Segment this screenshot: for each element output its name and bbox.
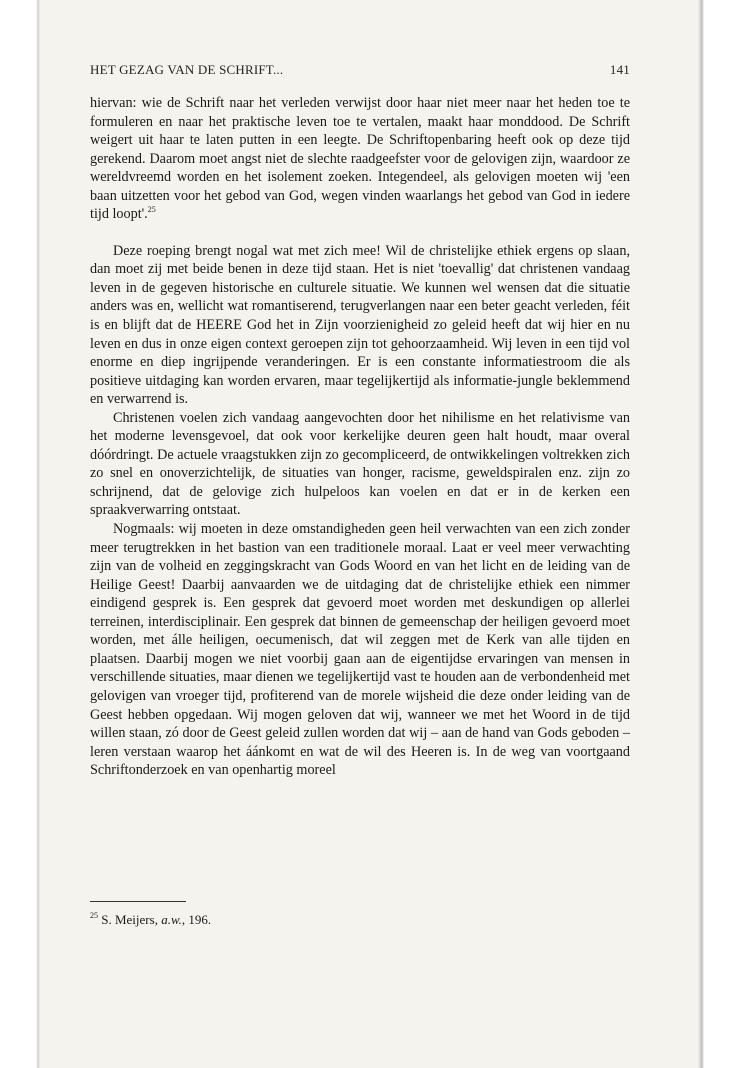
scan-margin-right — [698, 0, 738, 1068]
scan-margin-left — [0, 0, 40, 1068]
paragraph-1-text: hiervan: wie de Schrift naar het verleden verwijst door haar niet meer naar het heden toe te formuleren en naar het praktische leven toe te vertalen, maakt haar monddood. De Schrift weigert uit haar te laten putten in een leegte. De Schriftopenbaring heeft ook op deze tijd gerekend. Daarom moet angst niet de slechte raadgeefster voor de gelovigen zijn, waardoor ze wereldvreemd worden en het isolement zoeken. Integendeel, als gelovigen moeten wij 'een baan uitzetten voor het gebod van God, wegen vinden waarlangs het gebod van God in iedere tijd loopt'. — [90, 95, 630, 223]
paragraph-2: Deze roeping brengt nogal wat met zich mee! Wil de christelijke ethiek ergens op slaan, dan moet zij met beide benen in deze tijd staan. Het is niet 'toevallig' dat christenen vandaag leven in de gegeven historische en culturele situatie. We kunnen wel wensen dat die situatie anders was en, wellicht wat romantiserend, terugverlangen naar een beter geacht verleden, féit is en blijft dat de HEERE God het in Zijn voorzienigheid zo geleid heeft dat wij hier en nu leven en dus in onze eigen context geroepen zijn tot gehoorzaamheid. Wij leven in een tijd vol enorme en diep ingrijpende veranderingen. Er is een constante informatiestroom die als positieve uitdaging kan worden ervaren, maar tegelijkertijd als informatie-jungle beklemmend en verwarrend is. — [90, 242, 630, 408]
footnote-divider — [90, 901, 186, 902]
footnote-number: 25 — [90, 911, 98, 920]
page-number: 141 — [609, 62, 630, 77]
footnote-author: S. Meijers, — [101, 912, 158, 927]
footnote — [90, 912, 211, 928]
running-head — [90, 62, 630, 80]
running-head-title: HET GEZAG VAN DE SCHRIFT... — [90, 62, 284, 77]
body-text — [90, 94, 630, 780]
footnote-work: a.w. — [161, 912, 182, 927]
paragraph-4: Nogmaals: wij moeten in deze omstandigheden geen heil verwachten van een zich zonder meer terugtrekken in het bastion van een traditionele moraal. Laat er veel meer verwachting zijn van de volheid en zeggingskracht van Gods Woord en van het licht en de leiding van de Heilige Geest! Daarbij aanvaarden we de uitdaging dat de christelijke ethiek een nimmer eindigend gesprek is. Een gesprek dat gevoerd moet worden met deskundigen op allerlei terreinen, interdisciplinair. Een gesprek dat binnen de gemeenschap der heiligen gevoerd moet worden, met álle heiligen, oecumenisch, dat wil zeggen met de Kerk van alle tijden en plaatsen. Daarbij mogen we niet voorbij gaan aan de eigentijdse ervaringen van mensen in verschillende situaties, maar dienen we tegelijkertijd vast te houden aan de verbondenheid met gelovigen van vroeger tijd, profiterend van de morele wijsheid die deze onder leiding van de Geest hebben opgedaan. Wij mogen geloven dat wij, wanneer we met het Woord in de tijd willen staan, zó door de Geest geleid zullen worden dat wij – aan de hand van Gods geboden – leren verstaan waarop het áánkomt en wat de wil des Heeren is. In de weg van voortgaand Schriftonderzoek en van openhartig moreel — [90, 521, 630, 779]
book-page — [40, 0, 698, 1068]
footnote-reference: 25 — [147, 205, 156, 215]
paragraph-3: Christenen voelen zich vandaag aangevochten door het nihilisme en het relativisme van het moderne levensgevoel, dat ook voor kerkelijke deuren geen halt houdt, maar overal dóórdringt. De actuele vraagstukken zijn zo gecompliceerd, de ontwikkelingen voltrekken zich zo snel en onoverzichtelijk, de situaties van honger, racisme, geweldspiralen enz. zijn zo schrijnend, dat de gelovige zich hulpeloos kan voelen en dat er in de kerken een spraakverwarring ontstaat. — [90, 409, 630, 519]
paragraph-1 — [90, 94, 630, 224]
footnote-page: , 196. — [181, 912, 212, 927]
